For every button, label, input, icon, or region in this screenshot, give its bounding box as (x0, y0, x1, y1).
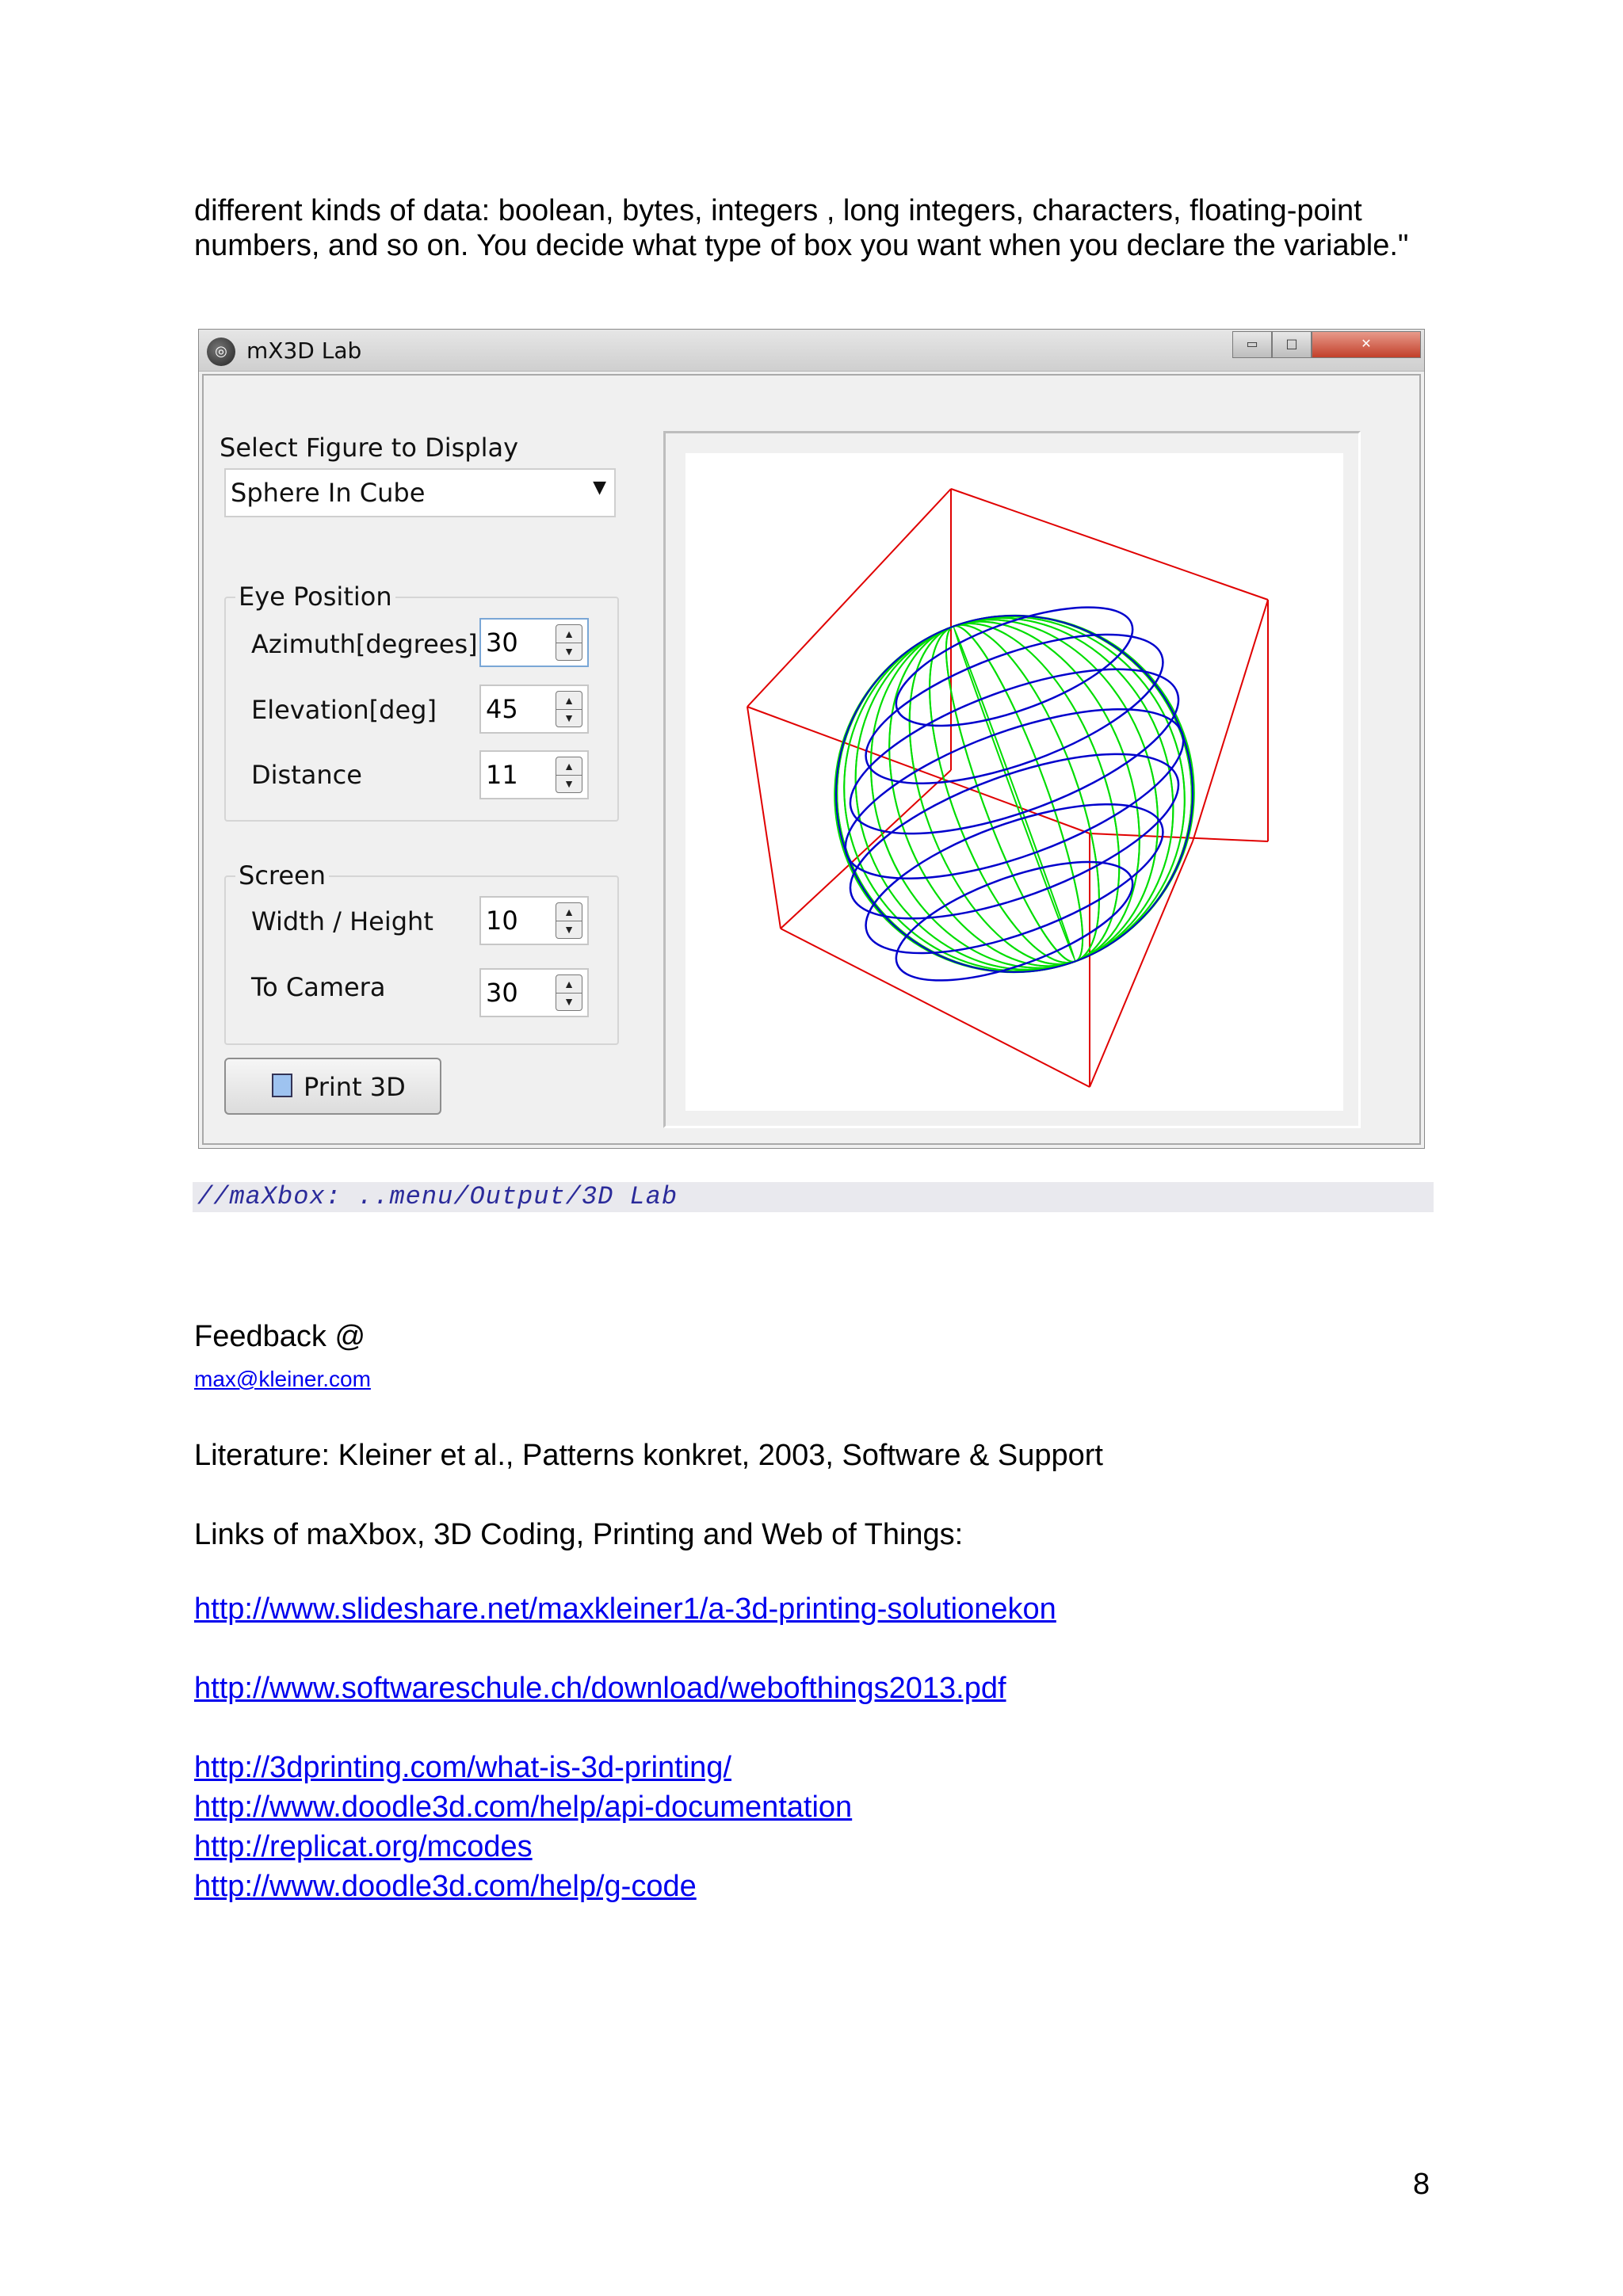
spin-up-icon[interactable]: ▲ (556, 903, 582, 921)
title-bar[interactable] (199, 330, 1424, 372)
figure-select[interactable] (224, 468, 616, 517)
chevron-down-icon: ▼ (593, 478, 606, 498)
app-logo-icon: ◎ (207, 338, 235, 366)
page-number: 8 (1413, 2168, 1430, 2201)
spin-up-icon[interactable]: ▲ (556, 975, 582, 994)
azimuth-spinner[interactable] (479, 618, 589, 667)
minimize-icon: ▭ (1246, 336, 1258, 351)
links-heading: Links of maXbox, 3D Coding, Printing and Web of Things: (194, 1518, 964, 1551)
cube-edge (747, 707, 781, 929)
spin-up-icon[interactable]: ▲ (556, 625, 582, 643)
select-figure-label: Select Figure to Display (220, 433, 519, 463)
sphere-meridian (895, 605, 1134, 983)
close-icon: ✕ (1361, 336, 1372, 351)
distance-value: 11 (486, 760, 518, 790)
spin-down-icon[interactable]: ▼ (563, 777, 575, 790)
code-caption: //maXbox: ..menu/Output/3D Lab (193, 1182, 1434, 1212)
email-link[interactable]: max@kleiner.com (194, 1367, 371, 1391)
to-camera-value: 30 (486, 978, 518, 1008)
link-doodle3d-api[interactable]: http://www.doodle3d.com/help/api-documentation (194, 1791, 853, 1824)
sphere-meridian (868, 595, 1160, 992)
spin-down-icon[interactable]: ▼ (563, 995, 575, 1008)
render-canvas (685, 453, 1343, 1111)
width-height-value: 10 (486, 906, 518, 936)
window-title: mX3D Lab (246, 338, 362, 364)
spin-down-icon[interactable]: ▼ (563, 645, 575, 658)
minimize-button[interactable] (1232, 331, 1272, 358)
width-height-label: Width / Height (251, 906, 433, 936)
mx3d-lab-window (198, 329, 1425, 1149)
print-3d-label: Print 3D (304, 1072, 406, 1102)
elevation-value: 45 (486, 694, 518, 724)
cube-edge (951, 489, 1268, 600)
screen-label: Screen (235, 860, 329, 891)
link-doodle3d-gcode[interactable]: http://www.doodle3d.com/help/g-code (194, 1870, 697, 1903)
figure-select-value: Sphere In Cube (231, 478, 426, 508)
link-replicat[interactable]: http://replicat.org/mcodes (194, 1830, 533, 1863)
azimuth-value: 30 (486, 627, 518, 658)
sphere-meridian (794, 569, 1234, 1020)
link-softwareschule[interactable]: http://www.softwareschule.ch/download/webofthings2013.pdf (194, 1672, 1006, 1705)
elevation-label: Elevation[deg] (251, 695, 437, 725)
sphere-meridian (823, 579, 1205, 1009)
cube-edge (1090, 841, 1193, 1087)
sphere-meridian (868, 595, 1160, 992)
to-camera-spinner[interactable] (479, 968, 589, 1017)
azimuth-label: Azimuth[degrees] (251, 629, 478, 659)
intro-line-1: different kinds of data: boolean, bytes, integers , long integers, characters, floating-point (194, 194, 1362, 227)
sphere-meridian (794, 569, 1234, 1020)
close-button[interactable] (1312, 331, 1421, 358)
sphere-meridian (787, 566, 1242, 1022)
spin-up-icon[interactable]: ▲ (556, 757, 582, 776)
sphere-in-cube-render (685, 453, 1343, 1111)
window-client-area (202, 374, 1421, 1145)
printer-icon (272, 1074, 292, 1097)
link-slideshare[interactable]: http://www.slideshare.net/maxkleiner1/a-3d-printing-solutionekon (194, 1592, 1056, 1626)
sphere-meridian (787, 566, 1242, 1022)
distance-spinner[interactable] (479, 750, 589, 799)
maximize-button[interactable] (1272, 331, 1312, 358)
sphere-meridian (823, 579, 1205, 1009)
spin-up-icon[interactable]: ▲ (556, 692, 582, 710)
link-3dprinting[interactable]: http://3dprinting.com/what-is-3d-printing/ (194, 1751, 731, 1784)
distance-label: Distance (251, 760, 362, 790)
maximize-icon: □ (1285, 336, 1298, 351)
sphere-meridian (844, 586, 1184, 1001)
literature-text: Literature: Kleiner et al., Patterns konkret, 2003, Software & Support (194, 1439, 1103, 1472)
feedback-label: Feedback @ (194, 1320, 366, 1353)
spin-down-icon[interactable]: ▼ (563, 923, 575, 936)
cube-edge (781, 770, 951, 929)
spin-down-icon[interactable]: ▼ (563, 711, 575, 724)
to-camera-label: To Camera (251, 972, 386, 1002)
cube-edge (1193, 600, 1268, 841)
width-height-spinner[interactable] (479, 896, 589, 945)
view-frame (663, 431, 1361, 1128)
intro-line-2: numbers, and so on. You decide what type of box you want when you declare the variable." (194, 229, 1409, 262)
elevation-spinner[interactable] (479, 685, 589, 734)
sphere-meridian (785, 565, 1245, 1023)
print-3d-button[interactable] (224, 1058, 441, 1115)
sphere-meridian (844, 586, 1184, 1001)
eye-position-label: Eye Position (235, 582, 395, 612)
cube-edge (747, 489, 951, 707)
